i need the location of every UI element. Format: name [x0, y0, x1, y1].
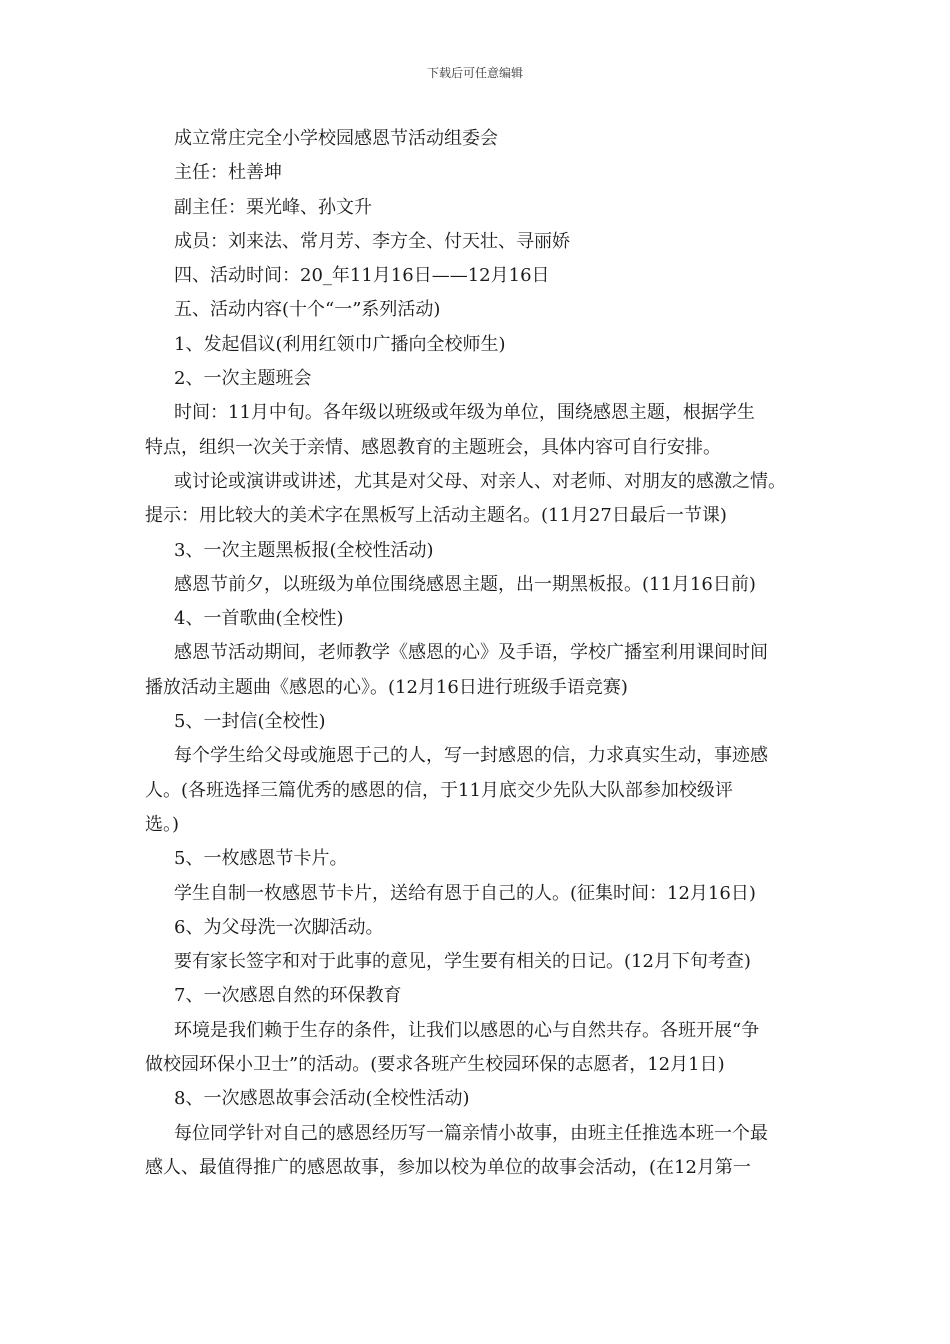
text-line: 感恩节前夕，以班级为单位围绕感恩主题，出一期黑板报。(11月16日前) [174, 573, 756, 595]
text-line: 要有家长签字和对于此事的意见，学生要有相关的日记。(12月下旬考查) [174, 951, 751, 973]
text-line: 成立常庄完全小学校园感恩节活动组委会 [174, 128, 498, 149]
text-line: 7、一次感恩自然的环保教育 [174, 985, 402, 1007]
text-line: 人。(各班选择三篇优秀的感恩的信，于11月底交少先队大队部参加校级评 [145, 779, 733, 801]
text-line: 四、活动时间：20_年11月16日——12月16日 [174, 265, 550, 287]
text-line: 成员：刘来法、常月芳、李方全、付天壮、寻丽娇 [174, 230, 570, 252]
page-header: 下载后可任意编辑 [426, 66, 523, 80]
text-line: 做校园环保小卫士”的活动。(要求各班产生校园环保的志愿者，12月1日) [145, 1054, 725, 1076]
text-line: 时间：11月中旬。各年级以班级或年级为单位，围绕感恩主题，根据学生 [174, 402, 755, 424]
text-line: 五、活动内容(十个“一”系列活动) [174, 299, 441, 321]
text-line: 特点，组织一次关于亲情、感恩教育的主题班会，具体内容可自行安排。 [145, 436, 721, 458]
text-line: 6、为父母洗一次脚活动。 [174, 916, 384, 938]
text-line: 播放活动主题曲《感恩的心》。(12月16日进行班级手语竞赛) [145, 676, 628, 698]
text-line: 主任：杜善坤 [174, 162, 282, 184]
text-line: 学生自制一枚感恩节卡片，送给有恩于自己的人。(征集时间：12月16日) [174, 882, 756, 904]
text-line: 5、一枚感恩节卡片。 [174, 848, 348, 870]
text-line: 每位同学针对自己的感恩经历写一篇亲情小故事，由班主任推选本班一个最 [174, 1122, 768, 1144]
text-line: 3、一次主题黑板报(全校性活动) [174, 539, 434, 561]
text-line: 8、一次感恩故事会活动(全校性活动) [174, 1088, 470, 1110]
text-line: 提示：用比较大的美术字在黑板写上活动主题名。(11月27日最后一节课) [145, 505, 727, 527]
text-line: 感恩节活动期间，老师教学《感恩的心》及手语，学校广播室利用课间时间 [174, 642, 768, 664]
text-line: 1、发起倡议(利用红领巾广播向全校师生) [174, 333, 506, 355]
text-line: 选。) [145, 813, 180, 835]
text-line: 副主任：栗光峰、孙文升 [174, 196, 372, 218]
text-line: 5、一封信(全校性) [174, 711, 326, 733]
document-body [145, 122, 810, 1185]
text-line: 感人、最值得推广的感恩故事，参加以校为单位的故事会活动，(在12月第一 [145, 1156, 751, 1178]
text-line: 每个学生给父母或施恩于己的人，写一封感恩的信，力求真实生动，事迹感 [174, 745, 768, 767]
text-line: 或讨论或演讲或讲述，尤其是对父母、对亲人、对老师、对朋友的感激之情。 [174, 470, 786, 492]
text-line: 2、一次主题班会 [174, 368, 312, 390]
text-line: 4、一首歌曲(全校性) [174, 608, 344, 630]
text-line: 环境是我们赖于生存的条件，让我们以感恩的心与自然共存。各班开展“争 [174, 1019, 760, 1041]
